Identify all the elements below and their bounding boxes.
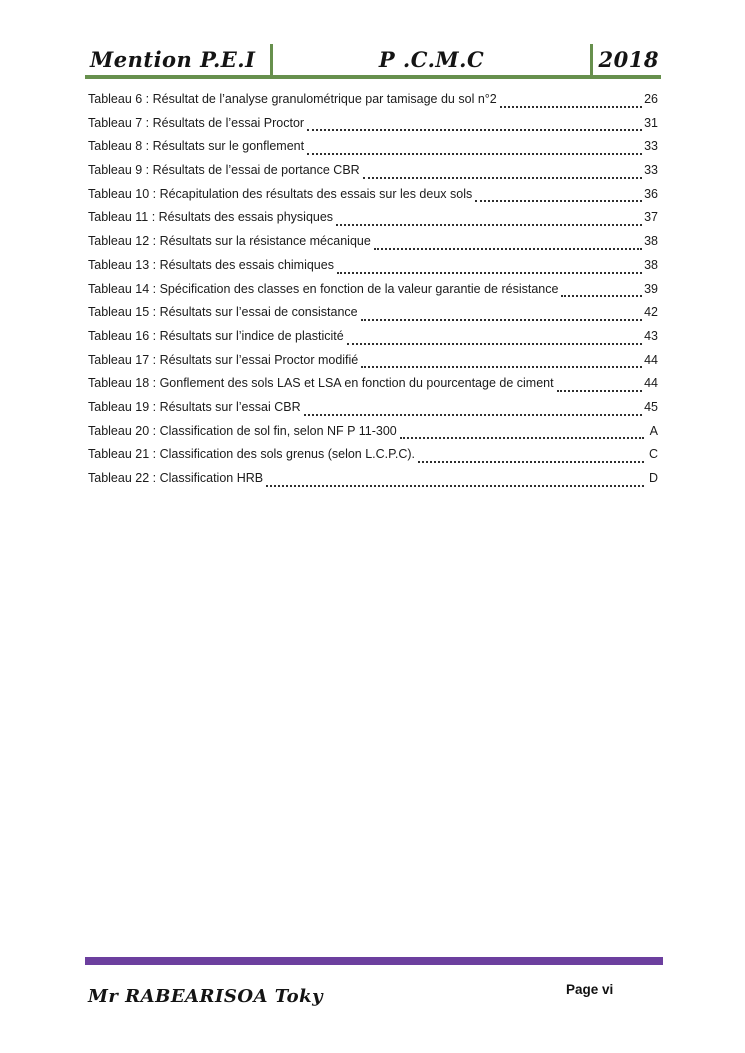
toc-entry-row: [88, 443, 658, 467]
toc-entry-label: Tableau 12 : Résultats sur la résistance mécanique: [88, 234, 371, 249]
toc-entry-label: Tableau 17 : Résultats sur l’essai Proctor modifié: [88, 352, 359, 367]
toc-entry-row: [88, 135, 658, 159]
toc-entry-label: Tableau 18 : Gonflement des sols LAS et LSA en fonction du pourcentage de ciment: [88, 376, 554, 391]
toc-entry-page: C: [648, 447, 658, 462]
toc-entry-row: [88, 159, 658, 183]
toc-entry-row: [88, 396, 658, 420]
toc-entry-row: [88, 349, 658, 373]
header-center-cell: [270, 44, 593, 75]
toc-entry-page: 39: [644, 281, 658, 296]
toc-entry-row: [88, 88, 658, 112]
toc-entry-label: Tableau 19 : Résultats sur l’essai CBR: [88, 399, 301, 414]
toc-leader-dots: [400, 437, 644, 439]
toc-leader-dots: [307, 129, 642, 131]
toc-entry-page: 44: [644, 376, 658, 391]
toc-entry-label: Tableau 7 : Résultats de l’essai Proctor: [88, 115, 305, 130]
list-of-tables: [88, 88, 658, 491]
toc-entry-page: 38: [644, 234, 658, 249]
toc-entry-label: Tableau 6 : Résultat de l’analyse granulométrique par tamisage du sol n°2: [88, 92, 497, 106]
toc-entry-label: Tableau 9 : Résultats de l’essai de portance CBR: [88, 163, 360, 178]
toc-leader-dots: [374, 248, 642, 250]
toc-leader-dots: [266, 485, 644, 487]
header-year-label: 2018: [598, 47, 659, 72]
toc-entry-row: [88, 301, 658, 325]
toc-leader-dots: [336, 224, 642, 226]
toc-leader-dots: [361, 366, 642, 368]
footer-divider-bar: [85, 957, 663, 965]
toc-entry-row: [88, 278, 658, 302]
toc-leader-dots: [363, 177, 642, 179]
toc-leader-dots: [500, 106, 642, 108]
toc-entry-label: Tableau 10 : Récapitulation des résultats des essais sur les deux sols: [88, 186, 473, 201]
toc-entry-label: Tableau 14 : Spécification des classes en fonction de la valeur garantie de résistance: [88, 281, 559, 296]
toc-entry-page: 26: [644, 92, 658, 106]
toc-entry-page: 33: [644, 139, 658, 154]
header-title-label: P .C.M.C: [378, 47, 485, 72]
toc-entry-page: 45: [644, 399, 658, 414]
footer-page-number: Page vi: [566, 982, 614, 997]
toc-entry-label: Tableau 8 : Résultats sur le gonflement: [88, 139, 305, 154]
toc-entry-label: Tableau 11 : Résultats des essais physiques: [88, 210, 334, 225]
toc-entry-row: [88, 112, 658, 136]
toc-entry-label: Tableau 15 : Résultats sur l’essai de consistance: [88, 305, 358, 320]
toc-entry-label: Tableau 22 : Classification HRB: [88, 471, 264, 485]
toc-entry-page: 31: [644, 115, 658, 130]
toc-entry-row: [88, 325, 658, 349]
toc-entry-page: 42: [644, 305, 658, 320]
toc-leader-dots: [347, 343, 642, 345]
toc-entry-row: [88, 230, 658, 254]
toc-entry-label: Tableau 16 : Résultats sur l’indice de plasticité: [88, 328, 344, 343]
toc-leader-dots: [561, 295, 642, 297]
toc-entry-label: Tableau 20 : Classification de sol fin, selon NF P 11-300: [88, 423, 397, 438]
toc-entry-page: 43: [644, 328, 658, 343]
toc-leader-dots: [557, 390, 643, 392]
toc-entry-label: Tableau 21 : Classification des sols grenus (selon L.C.P.C).: [88, 447, 416, 462]
toc-leader-dots: [418, 461, 644, 463]
toc-entry-row: [88, 183, 658, 207]
toc-entry-page: 36: [644, 186, 658, 201]
toc-leader-dots: [337, 272, 642, 274]
toc-entry-page: 37: [644, 210, 658, 225]
toc-entry-row: [88, 420, 658, 444]
footer-author-name: Mr RABEARISOA Toky: [88, 986, 324, 1007]
toc-leader-dots: [307, 153, 642, 155]
toc-entry-page: A: [649, 423, 658, 438]
toc-leader-dots: [304, 414, 642, 416]
page-header: [85, 44, 661, 79]
header-left-cell: [85, 44, 270, 75]
toc-entry-page: 33: [644, 163, 658, 178]
toc-entry-page: 44: [644, 352, 658, 367]
toc-leader-dots: [361, 319, 643, 321]
header-right-cell: [593, 44, 661, 75]
header-mention-label: Mention P.E.I: [90, 47, 256, 72]
toc-entry-row: [88, 372, 658, 396]
toc-entry-page: 38: [644, 257, 658, 272]
toc-entry-row: [88, 206, 658, 230]
toc-entry-row: [88, 467, 658, 491]
toc-entry-page: D: [648, 471, 658, 485]
toc-leader-dots: [475, 200, 642, 202]
toc-entry-row: [88, 254, 658, 278]
toc-entry-label: Tableau 13 : Résultats des essais chimiques: [88, 257, 334, 272]
